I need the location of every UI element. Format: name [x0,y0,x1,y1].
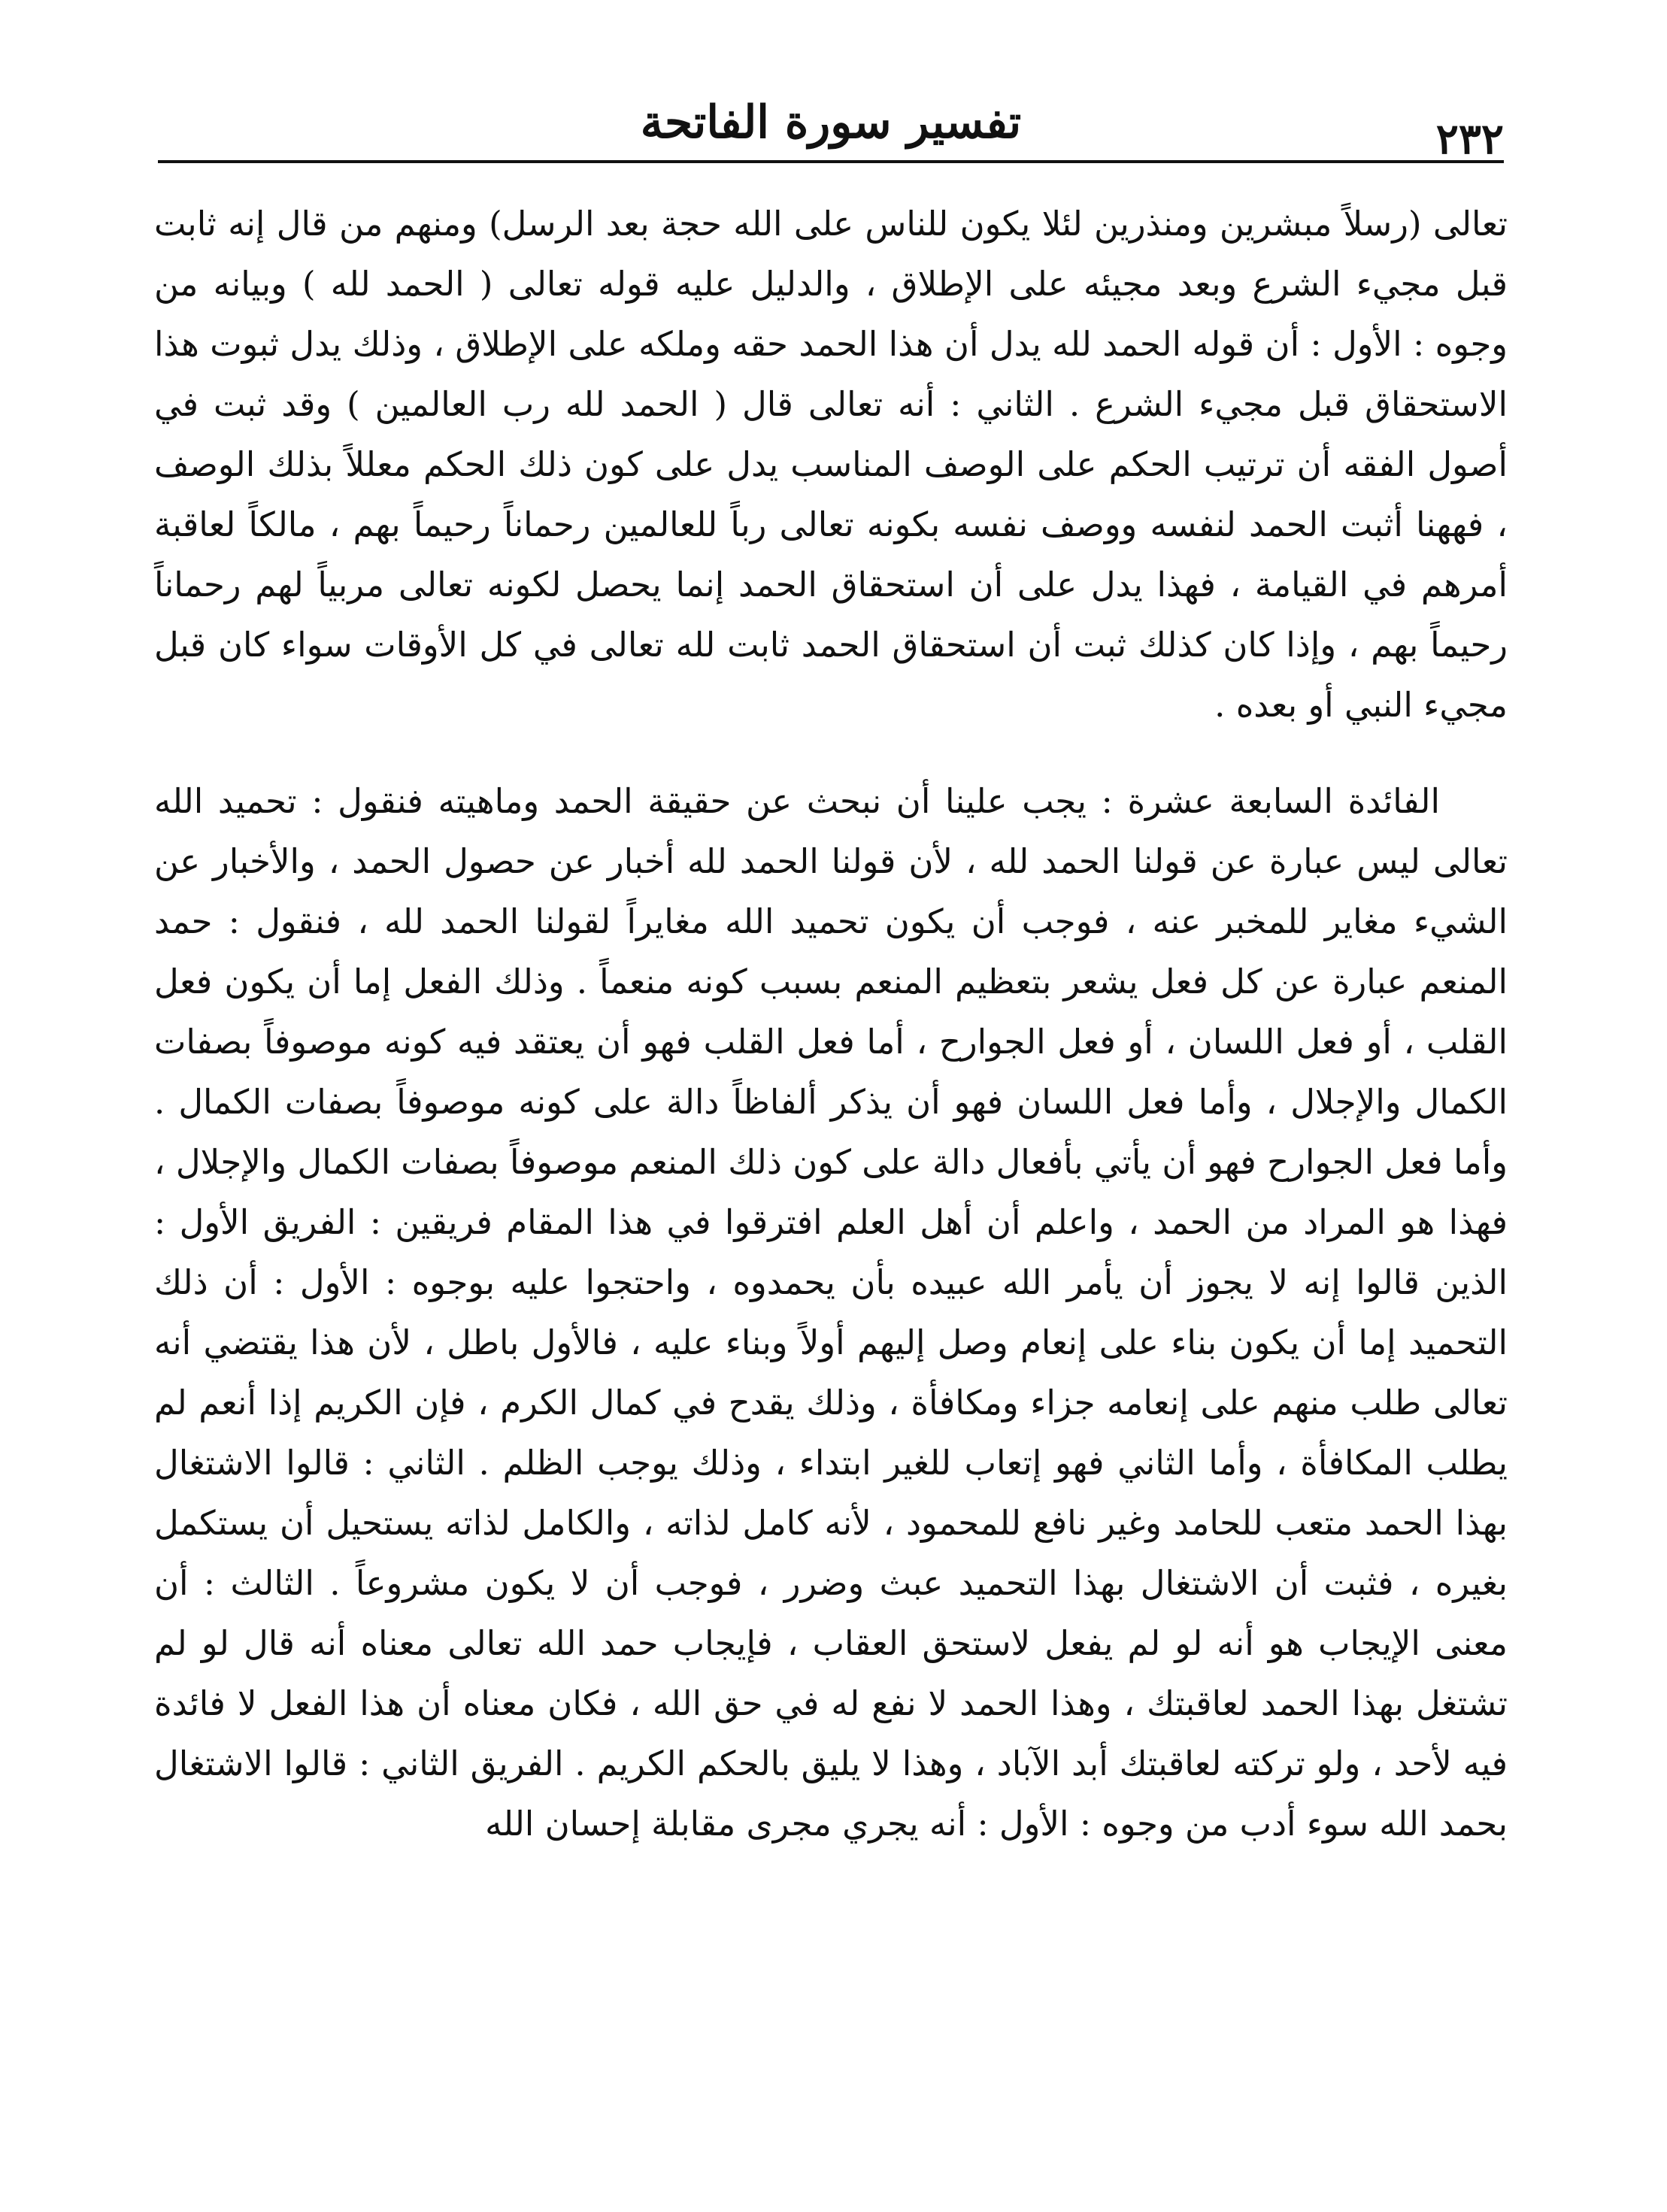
paragraph-2: الفائدة السابعة عشرة : يجب علينا أن نبحث عن حقيقة الحمد وماهيته فنقول : تحميد الله تعالى ليس عبارة عن قولنا الحمد لله ، لأن قولنا الحمد لله أخبار عن حصول الحمد ، والأخبار عن الشيء مغاير للمخبر عنه ، فوجب أن يكون تحميد الله مغايراً لقولنا الحمد لله ، فنقول : حمد المنعم عبارة عن كل فعل يشعر بتعظيم المنعم بسبب كونه منعماً . وذلك الفعل إما أن يكون فعل القلب ، أو فعل اللسان ، أو فعل الجوارح ، أما فعل القلب فهو أن يعتقد فيه كونه موصوفاً بصفات الكمال والإجلال ، وأما فعل اللسان فهو أن يذكر ألفاظاً دالة على كونه موصوفاً بصفات الكمال . وأما فعل الجوارح فهو أن يأتي بأفعال دالة على كون ذلك المنعم موصوفاً بصفات الكمال والإجلال ، فهذا هو المراد من الحمد ، واعلم أن أهل العلم افترقوا في هذا المقام فريقين : الفريق الأول : الذين قالوا إنه لا يجوز أن يأمر الله عبيده بأن يحمدوه ، واحتجوا عليه بوجوه : الأول : أن ذلك التحميد إما أن يكون بناء على إنعام وصل إليهم أولاً وبناء عليه ، فالأول باطل ، لأن هذا يقتضي أنه تعالى طلب منهم على إنعامه جزاء ومكافأة ، وذلك يقدح في كمال الكرم ، فإن الكريم إذا أنعم لم يطلب المكافأة ، وأما الثاني فهو إتعاب للغير ابتداء ، وذلك يوجب الظلم . الثاني : قالوا الاشتغال بهذا الحمد متعب للحامد وغير نافع للمحمود ، لأنه كامل لذاته ، والكامل لذاته يستحيل أن يستكمل بغيره ، فثبت أن الاشتغال بهذا التحميد عبث وضرر ، فوجب أن لا يكون مشروعاً . الثالث : أن معنى الإيجاب هو أنه لو لم يفعل لاستحق العقاب ، فإيجاب حمد الله تعالى معناه أنه قال لو لم تشتغل بهذا الحمد لعاقبتك ، وهذا الحمد لا نفع له في حق الله ، فكان معناه أن هذا الفعل لا فائدة فيه لأحد ، ولو تركته لعاقبتك أبد الآباد ، وهذا لا يليق بالحكم الكريم . الفريق الثاني : قالوا الاشتغال بحمد الله سوء أدب من وجوه : الأول : أنه يجري مجرى مقابلة إحسان الله [154,781,1508,1844]
header-rule [158,160,1504,163]
page-number: ٢٣٢ [1435,114,1504,164]
running-title: تفسير سورة الفاتحة [640,96,1022,149]
page-header [158,71,1504,162]
page-body [154,194,1508,1854]
paragraph-1: تعالى (رسلاً مبشرين ومنذرين لئلا يكون للناس على الله حجة بعد الرسل) ومنهم من قال إنه ثابت قبل مجيء الشرع وبعد مجيئه على الإطلاق ، والدليل عليه قوله تعالى ( الحمد لله ) وبيانه من وجوه : الأول : أن قوله الحمد لله يدل أن هذا الحمد حقه وملكه على الإطلاق ، وذلك يدل ثبوت هذا الاستحقاق قبل مجيء الشرع . الثاني : أنه تعالى قال ( الحمد لله رب العالمين ) وقد ثبت في أصول الفقه أن ترتيب الحكم على الوصف المناسب يدل على كون ذلك الحكم معللاً بذلك الوصف ، فههنا أثبت الحمد لنفسه ووصف نفسه بكونه تعالى رباً للعالمين رحماناً رحيماً بهم ، مالكاً لعاقبة أمرهم في القيامة ، فهذا يدل على أن استحقاق الحمد إنما يحصل لكونه تعالى مربياً لهم رحماناً رحيماً بهم ، وإذا كان كذلك ثبت أن استحقاق الحمد ثابت لله تعالى في كل الأوقات سواء كان قبل مجيء النبي أو بعده . [154,204,1508,725]
